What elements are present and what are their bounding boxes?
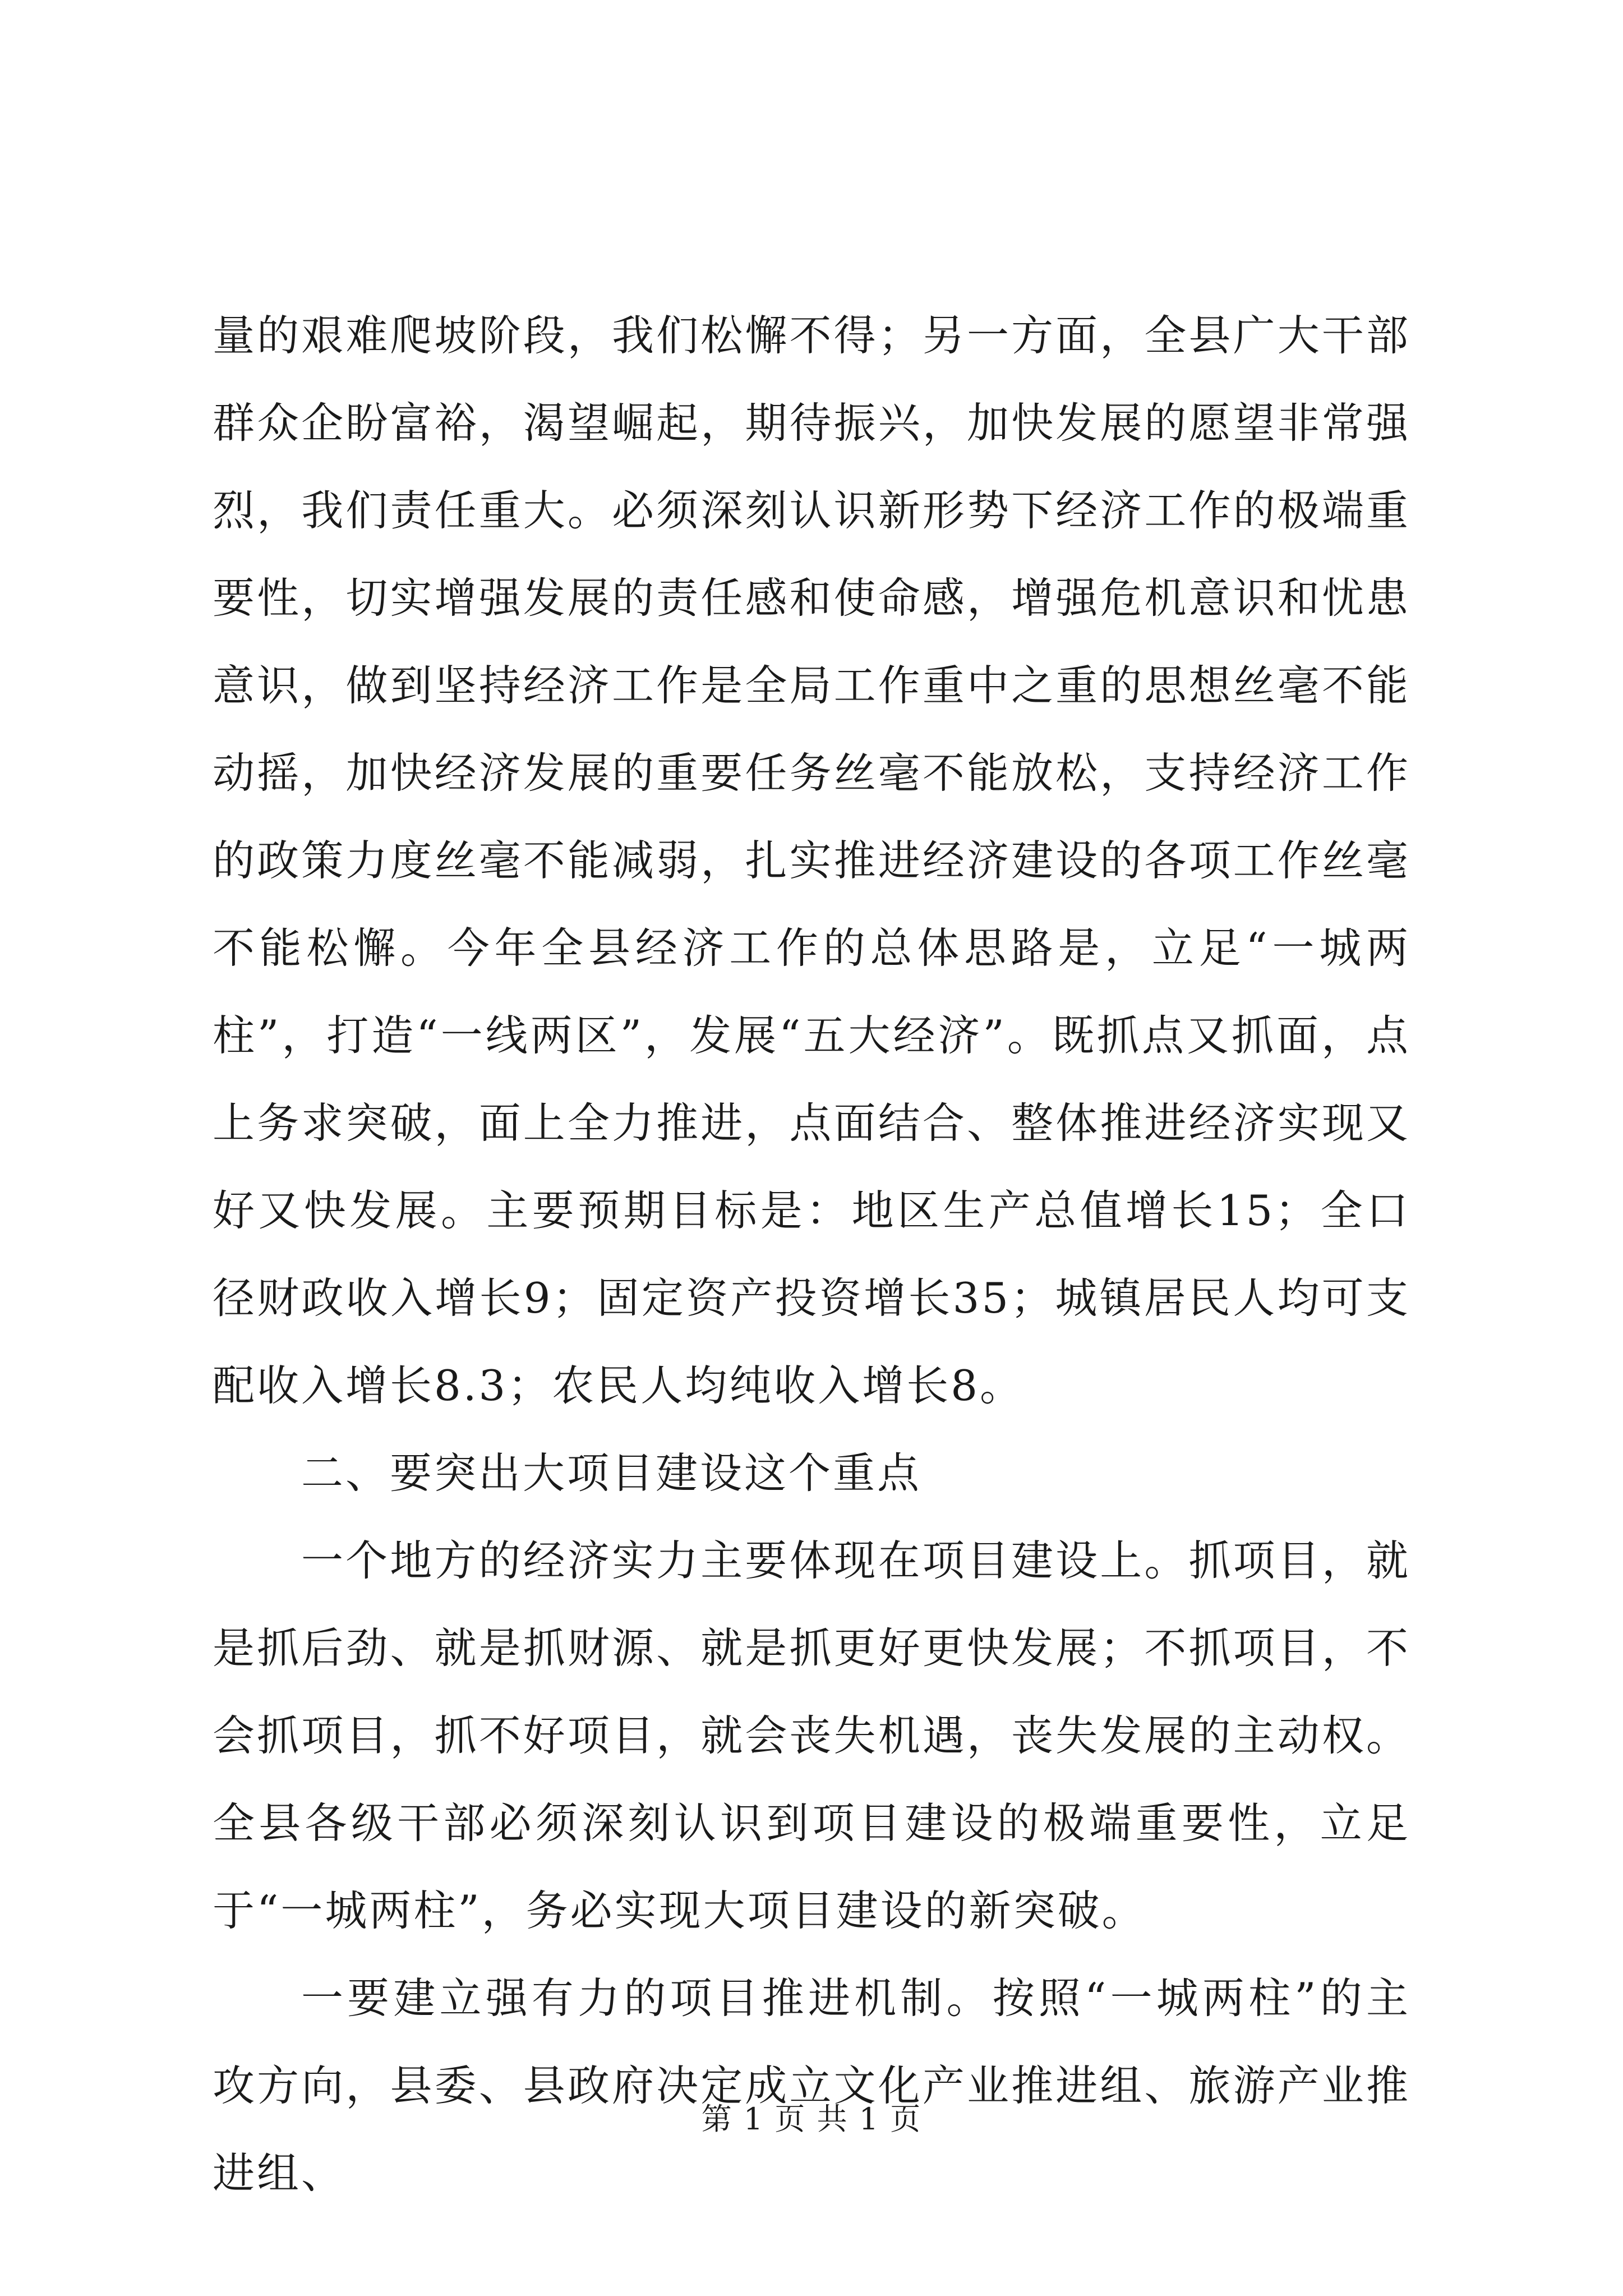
- section-heading: 二、要突出大项目建设这个重点: [301, 1448, 922, 1498]
- paragraph-project-mechanism: 一要建立强有力的项目推进机制。按照“一城两柱”的主攻方向，县委、县政府决定成立文化产业推进组、旅游产业推进组、: [213, 1973, 1410, 2198]
- document-body: [213, 292, 1410, 2217]
- page-footer: 第 1 页 共 1 页: [701, 2101, 922, 2137]
- paragraph-project-importance: 一个地方的经济实力主要体现在项目建设上。抓项目，就是抓后劲、就是抓财源、就是抓更好更快发展；不抓项目，不会抓项目，抓不好项目，就会丧失机遇，丧失发展的主动权。全县各级干部必须深刻认识到项目建设的极端重要性，立足于“一城两柱”，务必实现大项目建设的新突破。: [213, 1536, 1410, 1935]
- paragraph-continued: 量的艰难爬坡阶段，我们松懈不得；另一方面，全县广大干部群众企盼富裕，渴望崛起，期待振兴，加快发展的愿望非常强烈，我们责任重大。必须深刻认识新形势下经济工作的极端重要性，切实增强发展的责任感和使命感，增强危机意识和忧患意识，做到坚持经济工作是全局工作重中之重的思想丝毫不能动摇，加快经济发展的重要任务丝毫不能放松，支持经济工作的政策力度丝毫不能减弱，扎实推进经济建设的各项工作丝毫不能松懈。今年全县经济工作的总体思路是，立足“一城两柱”，打造“一线两区”，发展“五大经济”。既抓点又抓面，点上务求突破，面上全力推进，点面结合、整体推进经济实现又好又快发展。主要预期目标是：地区生产总值增长15；全口径财政收入增长9；固定资产投资增长35；城镇居民人均可支配收入增长8.3；农民人均纯收入增长8。: [213, 311, 1410, 1410]
